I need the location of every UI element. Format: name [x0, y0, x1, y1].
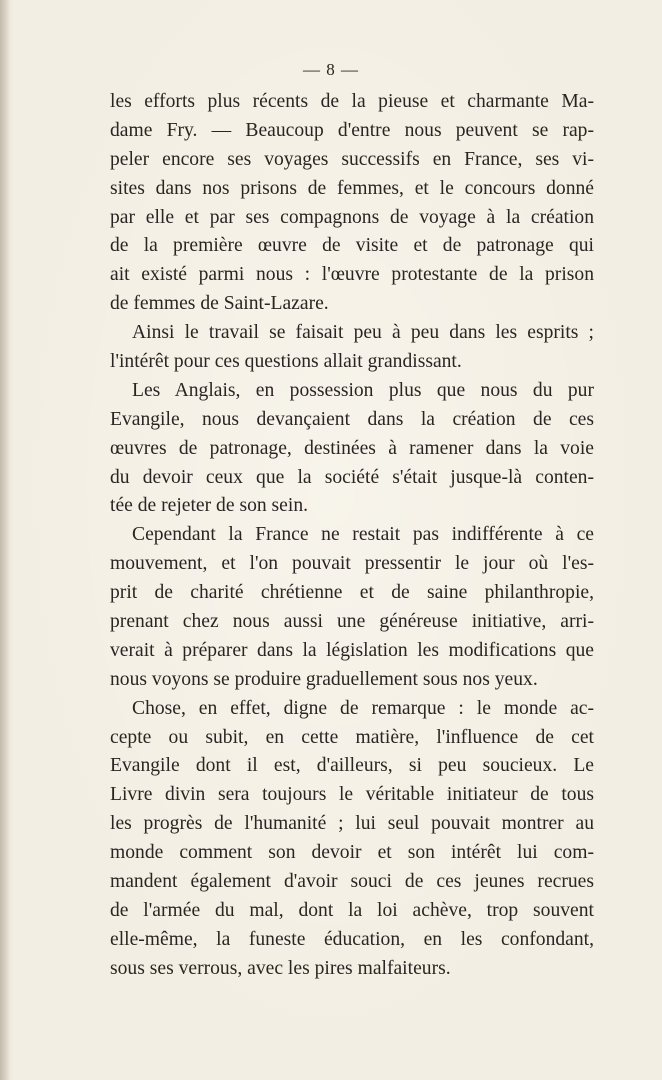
text-line: Les Anglais, en possession plus que nous du pur [132, 379, 594, 401]
text-line: les progrès de l'humanité ; lui seul pouvait montrer au [110, 813, 594, 835]
text-line: elle-même, la funeste éducation, en les confondant, [110, 928, 594, 950]
text-line: ait existé parmi nous : l'œuvre protestante de la prison [110, 264, 594, 286]
text-line: l'intérêt pour ces questions allait grandissant. [110, 351, 462, 373]
text-line: dame Fry. — Beaucoup d'entre nous peuvent se rap- [110, 119, 594, 141]
text-line: verait à préparer dans la législation les modifications que [110, 639, 594, 661]
text-line: œuvres de patronage, destinées à ramener dans la voie [110, 437, 594, 459]
text-line: prit de charité chrétienne et de saine philanthropie, [110, 582, 594, 604]
text-line: par elle et par ses compagnons de voyage à la création [110, 206, 594, 228]
text-line: tée de rejeter de son sein. [110, 495, 309, 517]
text-line: les efforts plus récents de la pieuse et charmante Ma- [110, 91, 594, 112]
text-line: sous ses verrous, avec les pires malfaiteurs. [110, 957, 451, 979]
text-line: Livre divin sera toujours le véritable initiateur de tous [110, 784, 594, 806]
text-line: Chose, en effet, digne de remarque : le monde ac- [132, 697, 594, 719]
text-line: cepte ou subit, en cette matière, l'influence de cet [110, 726, 594, 748]
page-number: — 8 — [303, 60, 359, 79]
text-line: monde comment son devoir et son intérêt lui com- [110, 842, 594, 864]
page-gutter-shadow [0, 0, 10, 1080]
text-line: sites dans nos prisons de femmes, et le concours donné [110, 177, 594, 199]
text-line: Ainsi le travail se faisait peu à peu dans les esprits ; [132, 322, 594, 344]
text-line: Evangile dont il est, d'ailleurs, si peu soucieux. Le [110, 755, 594, 777]
body-text [110, 88, 594, 984]
text-line: de l'armée du mal, dont la loi achève, trop souvent [110, 899, 594, 921]
text-line: du devoir ceux que la société s'était jusque-là conten- [110, 466, 594, 488]
text-line: nous voyons se produire graduellement sous nos yeux. [110, 668, 538, 690]
text-line: de femmes de Saint-Lazare. [110, 293, 329, 315]
text-line: mandent également d'avoir souci de ces jeunes recrues [110, 871, 594, 893]
text-line: Cependant la France ne restait pas indifférente à ce [132, 524, 594, 546]
text-line: Evangile, nous devançaient dans la création de ces [110, 408, 594, 430]
text-line: mouvement, et l'on pouvait pressentir le jour où l'es- [110, 553, 594, 575]
text-line: de la première œuvre de visite et de patronage qui [110, 235, 594, 257]
text-line: peler encore ses voyages successifs en France, ses vi- [110, 148, 594, 170]
text-line: prenant chez nous aussi une généreuse initiative, arri- [110, 611, 594, 633]
